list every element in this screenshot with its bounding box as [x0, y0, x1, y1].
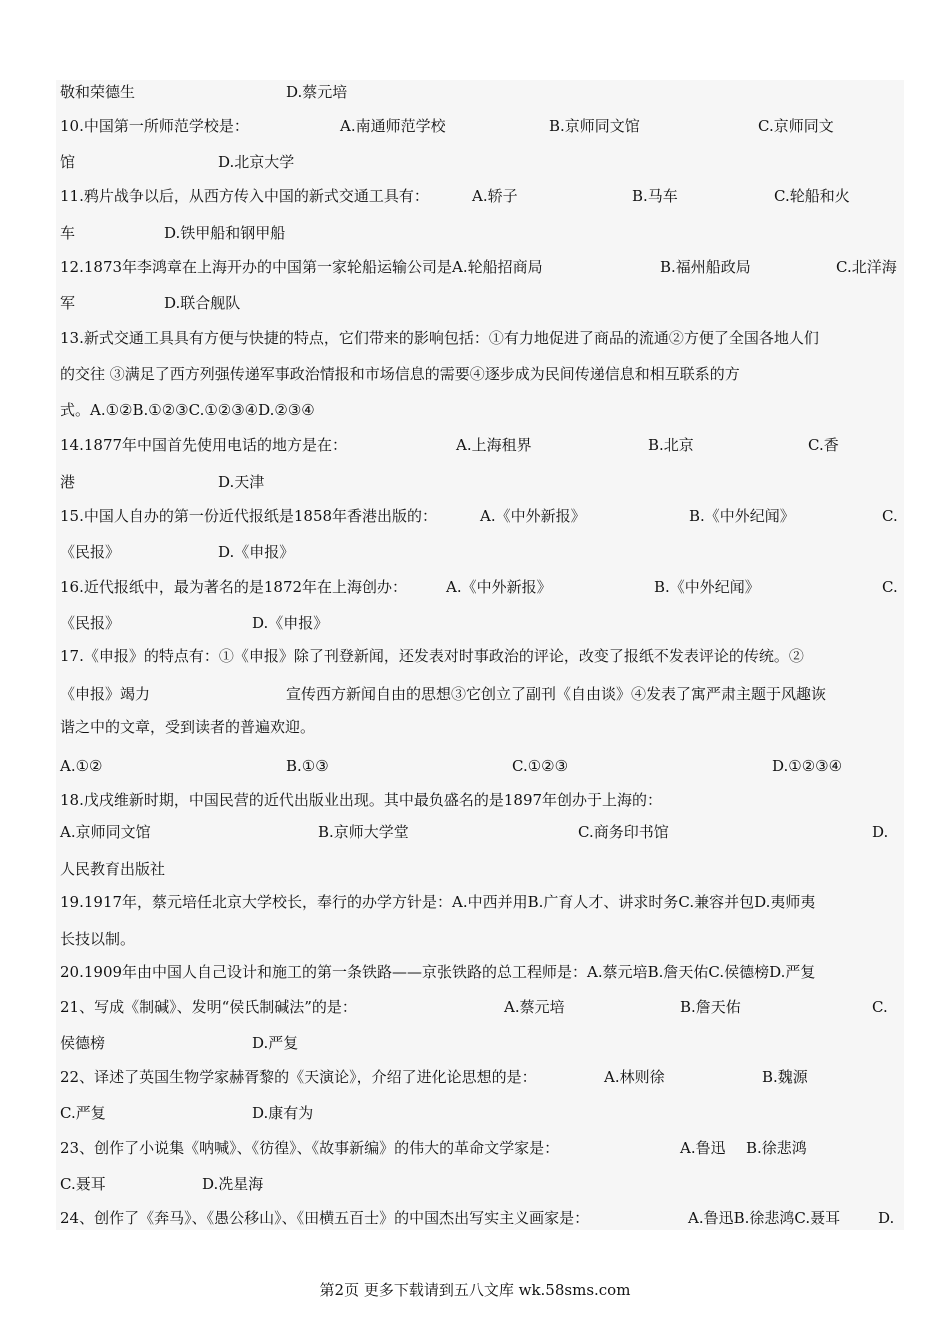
text-line	[60, 504, 904, 528]
text-segment: C.①②③	[512, 757, 569, 775]
text-segment: C.香	[808, 436, 839, 454]
text-line	[60, 540, 904, 564]
text-segment: B.徐悲鸿	[746, 1139, 807, 1157]
text-segment: B.北京	[648, 436, 694, 454]
text-segment: A.鲁迅B.徐悲鸿C.聂耳	[688, 1209, 841, 1227]
text-line	[60, 80, 904, 104]
text-segment: B.魏源	[762, 1068, 808, 1086]
text-segment: B.《中外纪闻》	[654, 578, 760, 596]
text-line	[60, 960, 904, 984]
text-segment: A.轿子	[472, 187, 518, 205]
text-segment: B.京师同文馆	[549, 117, 640, 135]
text-segment: 18.戊戌维新时期，中国民营的近代出版业出现。其中最负盛名的是1897年创办于上海的：	[60, 791, 663, 809]
text-segment: 《申报》竭力	[60, 685, 151, 703]
text-line	[60, 433, 904, 457]
text-line	[60, 221, 904, 245]
text-segment: C.严复	[60, 1104, 106, 1122]
text-line	[60, 715, 904, 739]
text-segment: 23、创作了小说集《呐喊》、《彷徨》、《故事新编》的伟大的革命文学家是：	[60, 1139, 560, 1157]
text-segment: 车	[60, 224, 76, 242]
text-segment: 21、写成《制碱》、发明“侯氏制碱法”的是：	[60, 998, 357, 1016]
text-segment: B.《中外纪闻》	[689, 507, 795, 525]
text-segment: D.联合舰队	[164, 294, 241, 312]
text-segment: A.京师同文馆	[60, 823, 151, 841]
text-segment: D.冼星海	[202, 1175, 264, 1193]
text-segment: 10.中国第一所师范学校是：	[60, 117, 249, 135]
text-line	[60, 114, 904, 138]
text-segment: 24、创作了《奔马》、《愚公移山》、《田横五百士》的中国杰出写实主义画家是：	[60, 1209, 590, 1227]
text-segment: 的交往 ③满足了西方列强传递军事政治情报和市场信息的需要④逐步成为民间传递信息和相互联系的方	[60, 365, 740, 383]
text-segment: D.天津	[218, 473, 265, 491]
text-segment: C.北洋海	[836, 258, 897, 276]
text-segment: 港	[60, 473, 76, 491]
text-segment: 《民报》	[60, 543, 121, 561]
text-line	[60, 1101, 904, 1125]
text-segment: 20.1909年由中国人自己设计和施工的第一条铁路——京张铁路的总工程师是：A.蔡元培B.詹天佑C.侯德榜D.严复	[60, 963, 816, 981]
text-line	[60, 927, 904, 951]
text-segment: C.	[882, 578, 898, 596]
page-footer: 第2页 更多下载请到五八文库 wk.58sms.com	[319, 1281, 631, 1299]
text-segment: A.①②	[60, 757, 103, 775]
text-segment: 《民报》	[60, 614, 121, 632]
text-line	[60, 255, 904, 279]
text-segment: 15.中国人自办的第一份近代报纸是1858年香港出版的：	[60, 507, 438, 525]
text-segment: 22、译述了英国生物学家赫胥黎的《天演论》，介绍了进化论思想的是：	[60, 1068, 537, 1086]
text-segment: B.詹天佑	[680, 998, 741, 1016]
text-segment: A.《中外新报》	[446, 578, 552, 596]
text-segment: C.轮船和火	[774, 187, 850, 205]
text-line	[60, 326, 904, 350]
text-line	[60, 1206, 904, 1230]
text-segment: 敬和荣德生	[60, 83, 136, 101]
text-line	[60, 857, 904, 881]
text-line	[60, 611, 904, 635]
text-segment: 军	[60, 294, 76, 312]
text-line	[60, 788, 904, 812]
text-segment: D.	[872, 823, 889, 841]
text-line	[60, 1031, 904, 1055]
text-segment: D.《申报》	[218, 543, 295, 561]
text-line	[60, 1172, 904, 1196]
text-line	[60, 470, 904, 494]
text-line	[60, 150, 904, 174]
text-segment: 14.1877年中国首先使用电话的地方是在：	[60, 436, 348, 454]
text-segment: B.京师大学堂	[318, 823, 409, 841]
text-segment: D.①②③④	[772, 757, 843, 775]
text-segment: D.北京大学	[218, 153, 295, 171]
text-segment: B.福州船政局	[660, 258, 751, 276]
text-segment: 19.1917年，蔡元培任北京大学校长，奉行的办学方针是：A.中西并用B.广育人才、讲求时务C.兼容并包D.夷师夷	[60, 893, 816, 911]
text-segment: D.严复	[252, 1034, 299, 1052]
text-segment: A.《中外新报》	[480, 507, 586, 525]
text-segment: C.商务印书馆	[578, 823, 669, 841]
text-segment: B.①③	[286, 757, 329, 775]
text-line	[60, 890, 904, 914]
text-segment: A.上海租界	[456, 436, 532, 454]
text-segment: 11.鸦片战争以后，从西方传入中国的新式交通工具有：	[60, 187, 429, 205]
text-line	[60, 1136, 904, 1160]
text-segment: D.蔡元培	[286, 83, 348, 101]
text-segment: 13.新式交通工具具有方便与快捷的特点，它们带来的影响包括：①有力地促进了商品的流通②方便了全国各地人们	[60, 329, 819, 347]
text-line	[60, 754, 904, 778]
text-segment: D.康有为	[252, 1104, 314, 1122]
text-segment: 17.《申报》的特点有：①《申报》除了刊登新闻，还发表对时事政治的评论，改变了报纸不发表评论的传统。②	[60, 647, 804, 665]
text-segment: D.《申报》	[252, 614, 329, 632]
text-segment: A.蔡元培	[504, 998, 565, 1016]
text-segment: D.	[878, 1209, 895, 1227]
text-line	[60, 575, 904, 599]
text-segment: B.马车	[632, 187, 678, 205]
text-line	[60, 362, 904, 386]
text-line	[60, 682, 904, 706]
text-segment: A.林则徐	[604, 1068, 665, 1086]
text-segment: 人民教育出版社	[60, 860, 166, 878]
text-segment: C.	[872, 998, 888, 1016]
text-line	[60, 995, 904, 1019]
text-segment: A.鲁迅	[680, 1139, 726, 1157]
text-segment: 16.近代报纸中，最为著名的是1872年在上海创办：	[60, 578, 408, 596]
document-page	[56, 80, 904, 1230]
text-segment: C.聂耳	[60, 1175, 106, 1193]
text-segment: 长技以制。	[60, 930, 136, 948]
text-segment: 12.1873年李鸿章在上海开办的中国第一家轮船运输公司是A.轮船招商局	[60, 258, 543, 276]
text-segment: A.南通师范学校	[340, 117, 446, 135]
text-segment: 馆	[60, 153, 76, 171]
text-line	[60, 820, 904, 844]
text-segment: C.京师同文	[758, 117, 834, 135]
text-segment: 侯德榜	[60, 1034, 106, 1052]
text-line	[60, 184, 904, 208]
text-line	[60, 398, 904, 422]
text-line	[60, 644, 904, 668]
text-segment: 谐之中的文章，受到读者的普遍欢迎。	[60, 718, 316, 736]
text-segment: 式。A.①②B.①②③C.①②③④D.②③④	[60, 401, 315, 419]
text-line	[60, 1065, 904, 1089]
text-segment: 宣传西方新闻自由的思想③它创立了副刊《自由谈》④发表了寓严肃主题于风趣诙	[286, 685, 827, 703]
text-segment: D.铁甲船和钢甲船	[164, 224, 286, 242]
text-segment: C.	[882, 507, 898, 525]
text-line	[60, 291, 904, 315]
